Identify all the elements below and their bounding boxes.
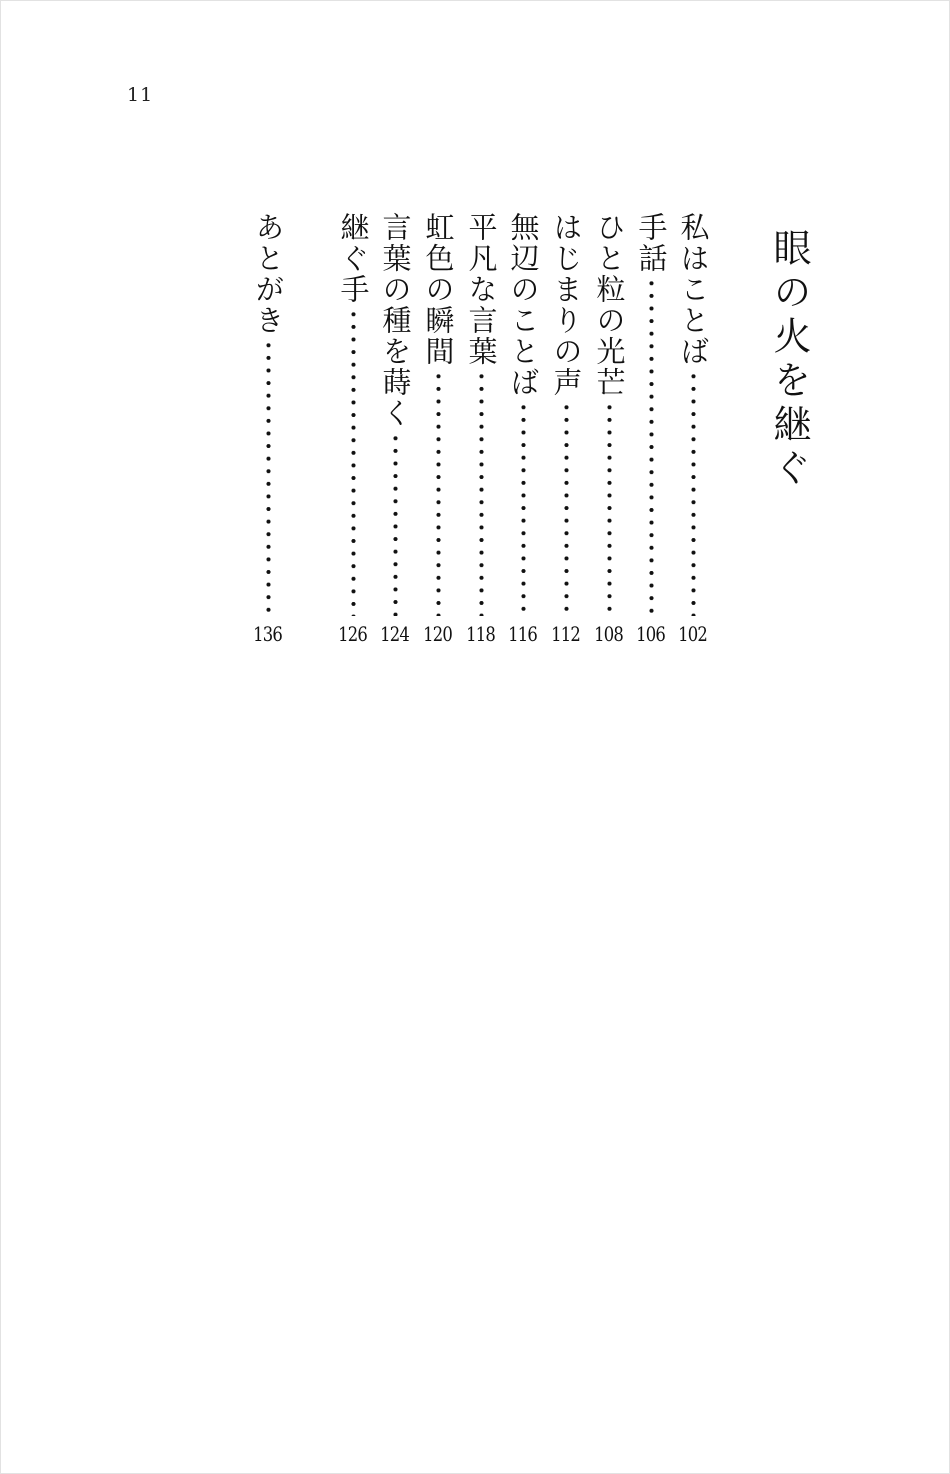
toc-entry-page: 112	[551, 622, 581, 646]
toc-entry-title: 平凡な言葉	[464, 212, 499, 367]
toc-entry-page: 126	[338, 622, 368, 646]
toc-leader-dots	[691, 370, 696, 616]
toc-entry-title: 無辺のことば	[506, 212, 541, 398]
toc-leader-dots	[521, 401, 526, 616]
section-title: 眼の火を継ぐ	[767, 228, 811, 492]
toc-entry[interactable]	[461, 212, 501, 644]
toc-entry-title: 手話	[634, 212, 669, 274]
toc-leader-dots	[266, 339, 271, 616]
toc-leader-dots	[351, 308, 356, 616]
toc-entry[interactable]	[673, 212, 713, 644]
toc-leader-dots	[436, 370, 441, 616]
toc-entry[interactable]	[333, 212, 373, 644]
toc-entry[interactable]	[546, 212, 586, 644]
toc-entry-title: あとがき	[251, 212, 286, 336]
toc-entry[interactable]	[503, 212, 543, 644]
toc-entry-page: 118	[466, 622, 496, 646]
toc-entry[interactable]	[631, 212, 671, 644]
toc-entry-title: 私はことば	[676, 212, 711, 367]
page-number: 11	[127, 84, 154, 106]
toc-leader-dots	[393, 432, 398, 616]
toc-entry-title: はじまりの声	[549, 212, 584, 398]
toc-entry-page: 136	[253, 622, 283, 646]
toc-entry-page: 116	[508, 622, 538, 646]
toc-entry-page: 120	[423, 622, 453, 646]
toc-entry-page: 108	[594, 622, 624, 646]
toc-entry-page: 106	[636, 622, 666, 646]
toc-entry[interactable]	[589, 212, 629, 644]
toc-leader-dots	[649, 277, 654, 616]
toc-leader-dots	[607, 401, 612, 616]
toc-entry-title: 言葉の種を蒔く	[378, 212, 413, 429]
toc-entry-page: 124	[380, 622, 410, 646]
toc-entry-title: 虹色の瞬間	[421, 212, 456, 367]
toc-entry[interactable]	[248, 212, 288, 644]
toc-entry-title: ひと粒の光芒	[592, 212, 627, 398]
toc-entry[interactable]	[375, 212, 415, 644]
toc-leader-dots	[479, 370, 484, 616]
toc-entry-title: 継ぐ手	[336, 212, 371, 305]
toc-entry[interactable]	[418, 212, 458, 644]
toc-leader-dots	[564, 401, 569, 616]
toc-entry-page: 102	[678, 622, 708, 646]
